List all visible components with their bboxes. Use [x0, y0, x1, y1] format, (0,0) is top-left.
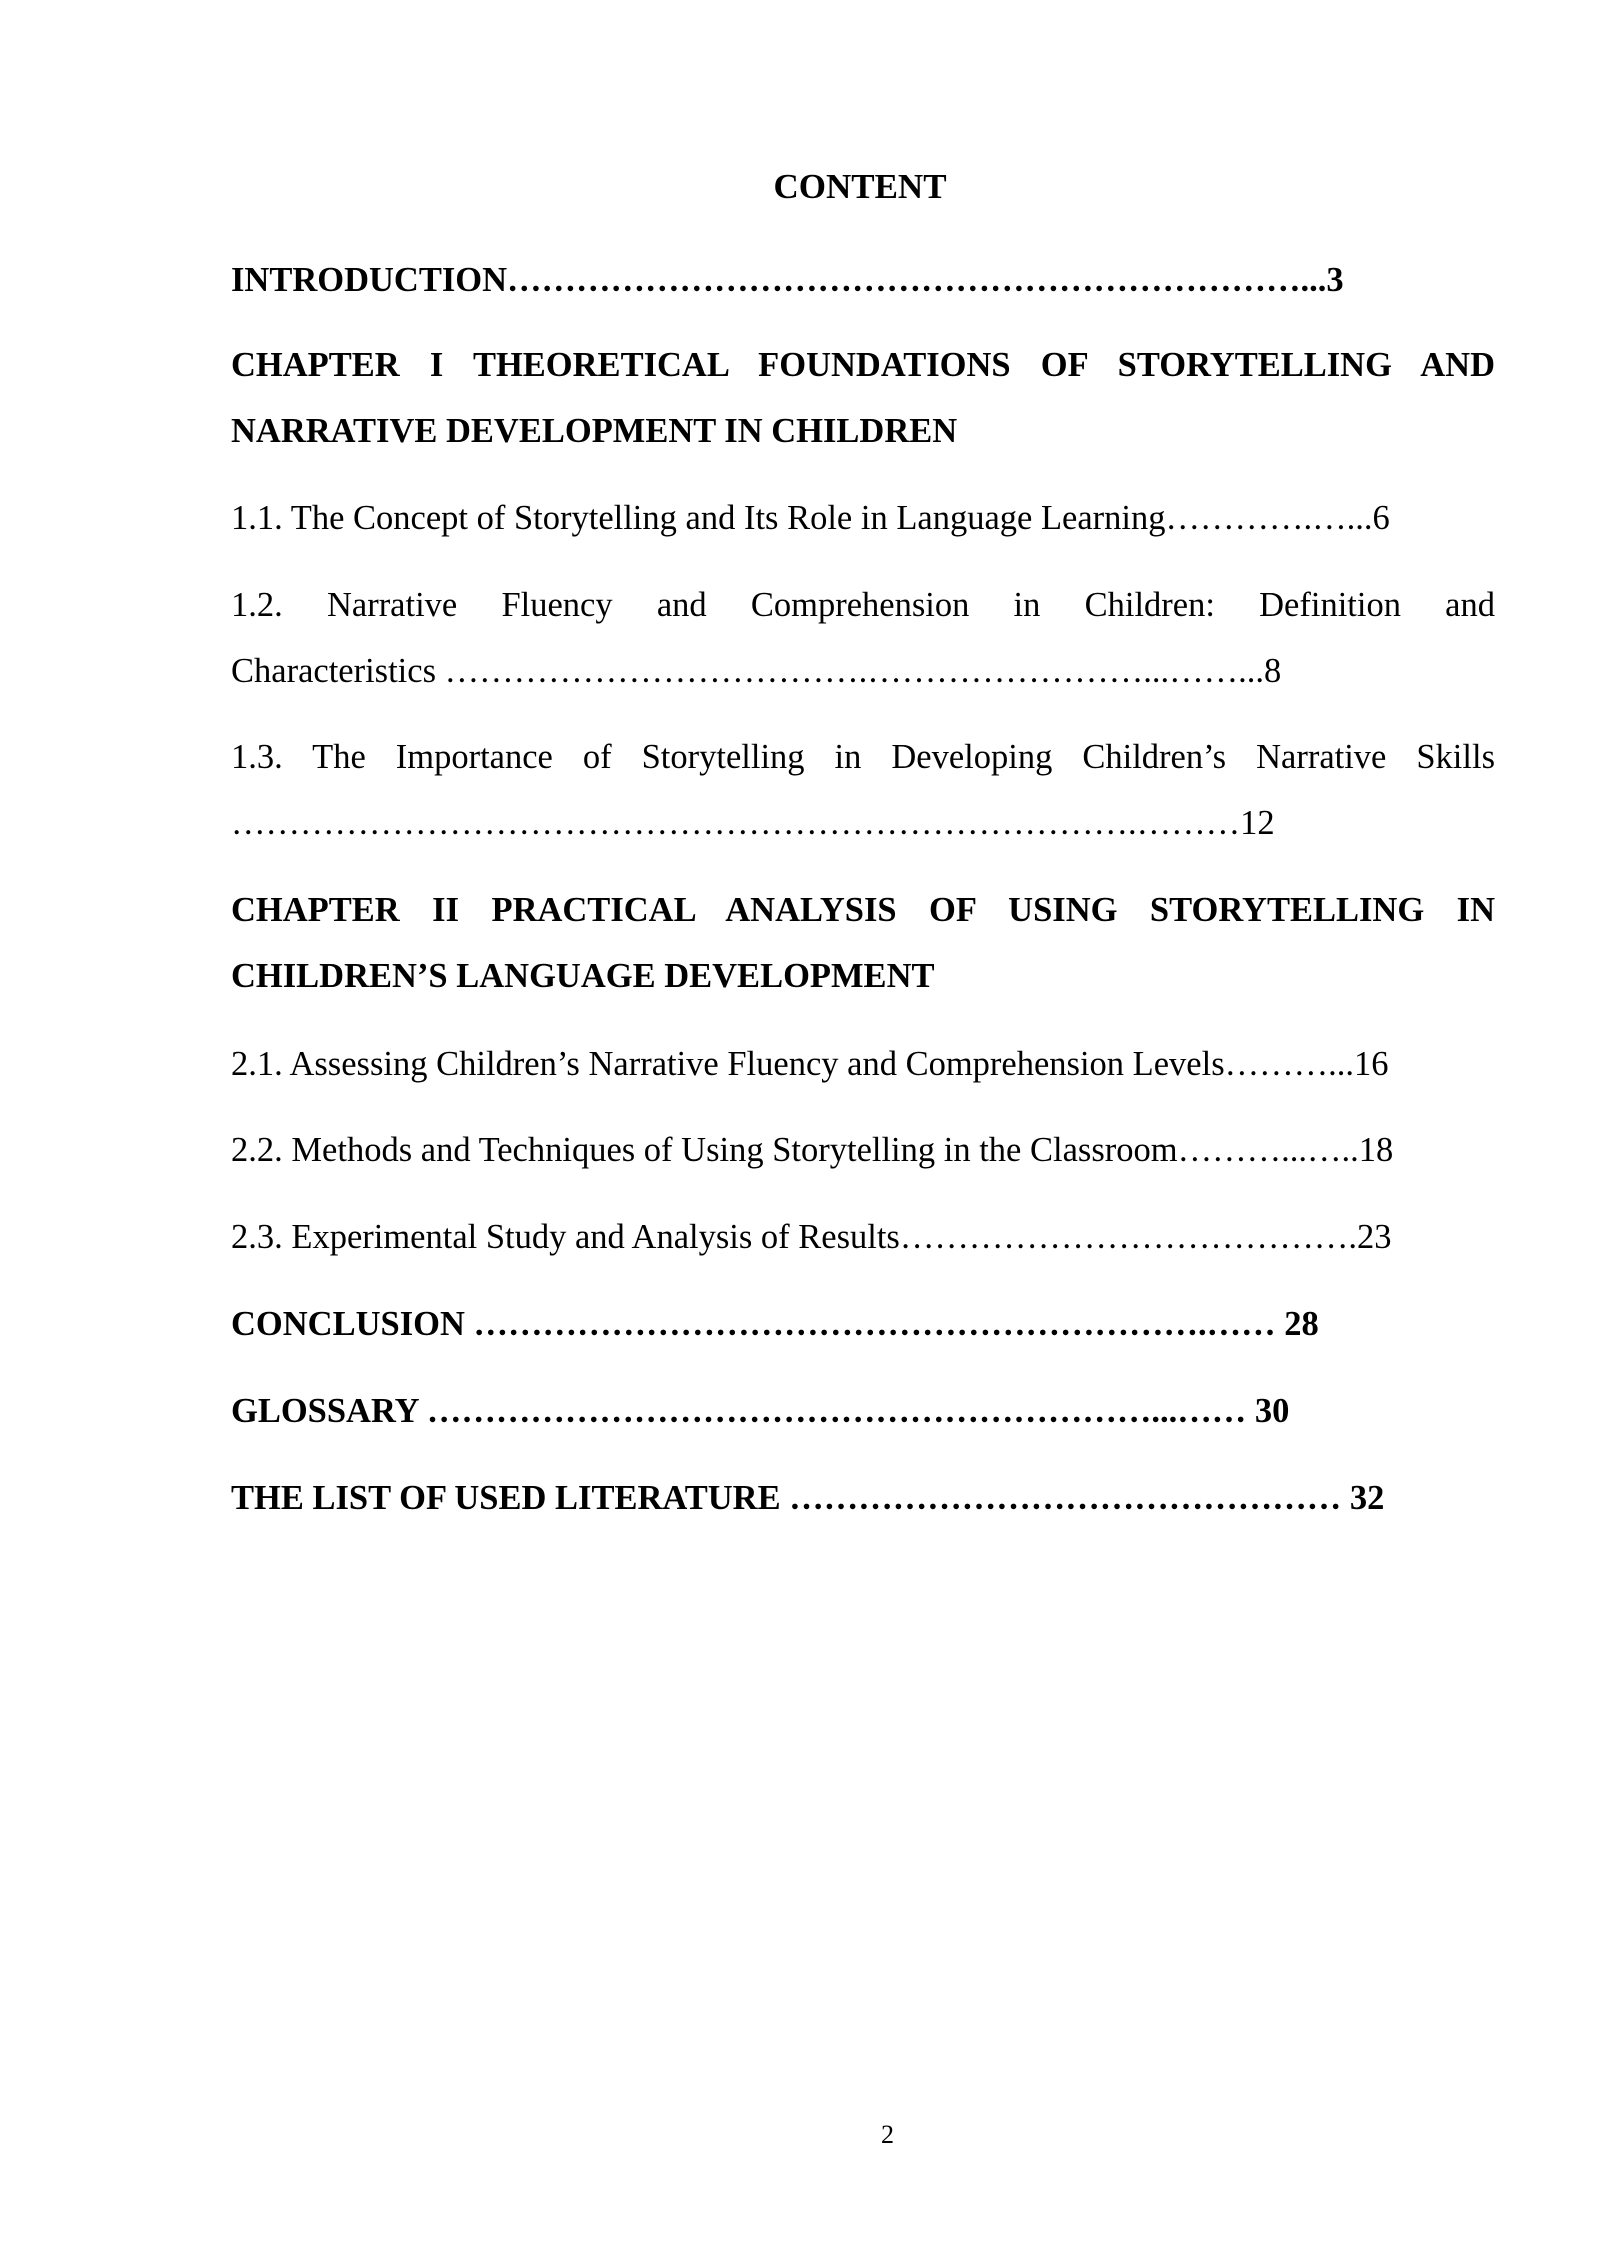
- toc-chapter-1-line-2: NARRATIVE DEVELOPMENT IN CHILDREN: [231, 412, 958, 450]
- toc-entry-text: 1.1. The Concept of Storytelling and Its Role in Language Learning………….…...6: [231, 499, 1390, 537]
- toc-entry-introduction: [231, 247, 1495, 313]
- page-number: 2: [881, 2120, 894, 2149]
- toc-chapter-1-line-1: CHAPTER I THEORETICAL FOUNDATIONS OF STORYTELLING AND: [231, 346, 1495, 384]
- toc-entry-text: CONCLUSION ……………………………………………………….…… 28: [231, 1305, 1319, 1343]
- toc-chapter-1-heading: [231, 332, 1495, 464]
- toc-entry-text: GLOSSARY ………………………………………………………...…… 30: [231, 1392, 1290, 1430]
- toc-chapter-2-heading: [231, 877, 1495, 1009]
- toc-entry-2-2: [231, 1117, 1495, 1183]
- toc-chapter-2-line-1: CHAPTER II PRACTICAL ANALYSIS OF USING STORYTELLING IN: [231, 891, 1495, 929]
- toc-entry-2-1: [231, 1031, 1495, 1097]
- toc-entry-text: 2.3. Experimental Study and Analysis of Results………………………………….23: [231, 1218, 1392, 1256]
- toc-entry-text: 2.1. Assessing Children’s Narrative Fluency and Comprehension Levels………...16: [231, 1045, 1389, 1083]
- toc-entry-1-1: [231, 485, 1495, 551]
- page-title: CONTENT: [773, 167, 947, 206]
- toc-entry-text: THE LIST OF USED LITERATURE ………………………………………… 32: [231, 1479, 1385, 1517]
- toc-entry-1-3-line-2: …………………………………………………………………….………12: [231, 804, 1275, 842]
- toc-entry-text: INTRODUCTION……………………………………………………………...3: [231, 261, 1344, 299]
- toc-entry-1-2-line-1: 1.2. Narrative Fluency and Comprehension in Children: Definition and: [231, 586, 1495, 624]
- toc-entry-conclusion: [231, 1291, 1495, 1357]
- toc-entry-glossary: [231, 1378, 1495, 1444]
- toc-entry-1-3: [231, 724, 1495, 856]
- toc-entry-literature: [231, 1465, 1495, 1531]
- toc-entry-1-3-line-1: 1.3. The Importance of Storytelling in Developing Children’s Narrative Skills: [231, 738, 1495, 776]
- toc-entry-1-2-line-2: Characteristics ……………………………….……………………...……...8: [231, 652, 1282, 690]
- toc-chapter-2-line-2: CHILDREN’S LANGUAGE DEVELOPMENT: [231, 957, 935, 995]
- toc-entry-1-2: [231, 572, 1495, 704]
- toc-entry-text: 2.2. Methods and Techniques of Using Storytelling in the Classroom………...…..18: [231, 1131, 1394, 1169]
- toc-entry-2-3: [231, 1204, 1495, 1270]
